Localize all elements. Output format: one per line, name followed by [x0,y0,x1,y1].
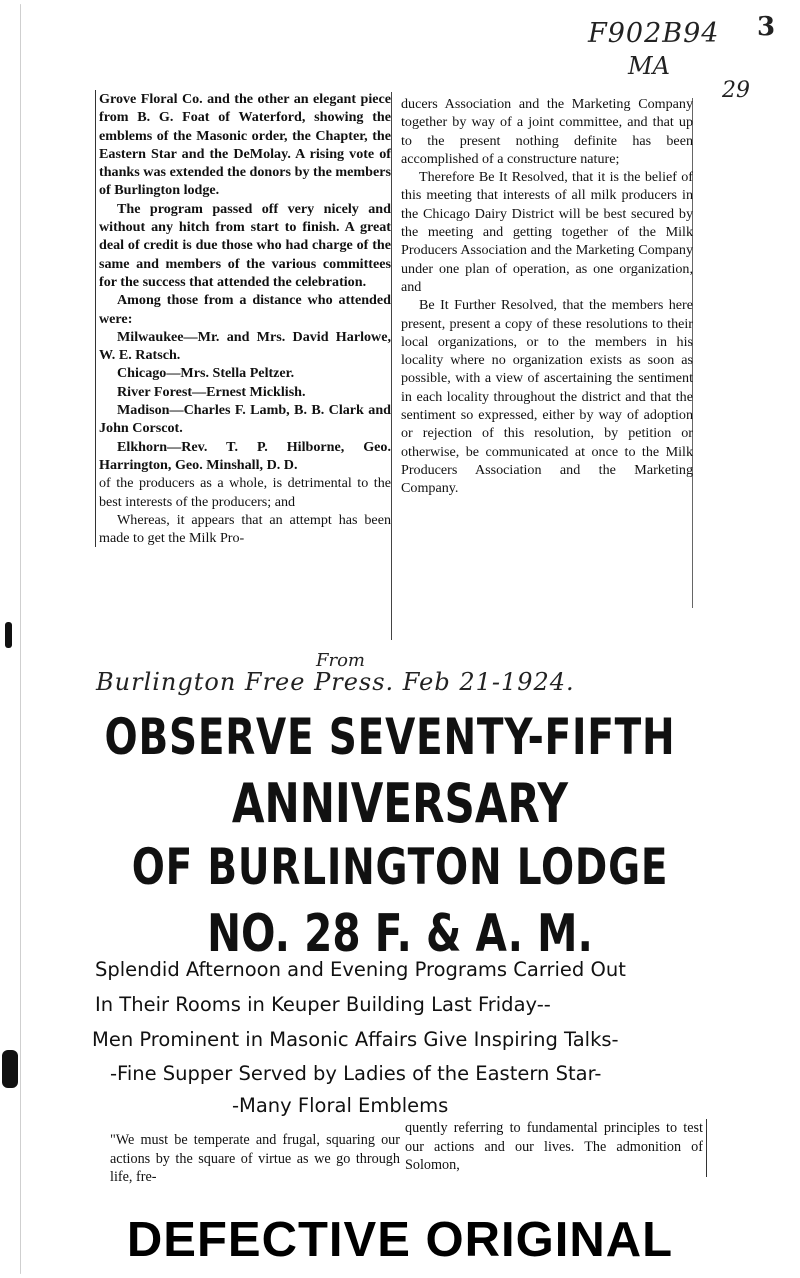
subheadline-line: In Their Rooms in Keuper Building Last Friday-- [95,993,551,1016]
paragraph: The program passed off very nicely and without any hitch from start to finish. A great deal of credit is due those who had charge of the same and members of the various committees for the success that attended the celebration. [99,200,391,290]
paragraph: ducers Association and the Marketing Company together by way of a joint committee, and that up to the present nothing definite has been accomplished of a constructure nature; [401,96,693,167]
subheadline-line: -Many Floral Emblems [232,1094,449,1117]
defective-original-stamp: DEFECTIVE ORIGINAL [126,1213,674,1267]
scan-blot [2,1050,18,1088]
paragraph: Milwaukee—Mr. and Mrs. David Harlowe, W. E. Ratsch. [99,328,391,364]
column-divider [391,92,392,640]
handwritten-source-note: Burlington Free Press. Feb 21-1924. [96,668,575,696]
paragraph: Grove Floral Co. and the other an elegant piece from B. G. Foat of Waterford, showing the emblems of the Masonic order, the Chapter, the Eastern Star and the DeMolay. A rising vote of thanks was extended the donors by the members of Burlington lodge. [99,91,391,199]
scan-edge-shadow [20,4,21,1274]
column-divider [706,1119,707,1177]
handwritten-from: From [316,650,365,671]
paragraph: Chicago—Mrs. Stella Peltzer. [117,365,295,382]
scan-blot [5,622,12,648]
subheadline-line: Men Prominent in Masonic Affairs Give Inspiring Talks- [92,1028,619,1051]
handwritten-page-number: 3 [757,12,776,42]
paragraph: Among those from a distance who attended were: [99,292,391,327]
subheadline-line: -Fine Supper Served by Ladies of the Eastern Star- [110,1062,602,1085]
subheadline-line: Splendid Afternoon and Evening Programs Carried Out [95,958,626,981]
paragraph: Therefore Be It Resolved, that it is the belief of this meeting that interests of all milk producers in the Chicago Dairy District will be best secured by the meeting and getting together of the Milk Producers Association and the Marketing Company under one plan of operation, as one organization, and [401,169,693,295]
paragraph: Whereas, it appears that an attempt has been made to get the Milk Pro- [99,511,391,547]
article-text: "We must be temperate and frugal, squaring our actions by the square of virtue as we go through life, fre- [110,1132,400,1185]
headline-line: OBSERVE SEVENTY-FIFTH [104,708,676,766]
paragraph: Elkhorn—Rev. T. P. Hilborne, Geo. Harrington, Geo. Minshall, D. D. [99,438,391,473]
paragraph: Be It Further Resolved, that the members here present, present a copy of these resolutions to their local organizations, or to the members in his locality where no organization exists as soon as possible, with a view of ascertaining the sentiment in each locality throughout the district and that the sentiment so expressed, either by way of adoption or rejection of this resolution, by petition or otherwise, be communicated at once to the Milk Producers Association and the Marketing Company. [401,297,693,497]
left-column [95,90,391,547]
headline-line: ANNIVERSARY [231,772,569,835]
article-text: quently referring to fundamental principles to test our actions and our lives. The admonition of Solomon, [405,1120,703,1173]
paragraph: of the producers as a whole, is detrimental to the best interests of the producers; and [99,475,391,510]
handwritten-catalog-id: F902B94 [588,18,720,49]
paragraph: River Forest—Ernest Micklish. [117,383,306,400]
handwritten-number: 29 [722,78,750,103]
paragraph: Madison—Charles F. Lamb, B. B. Clark and John Corscot. [99,402,391,437]
headline-line: OF BURLINGTON LODGE [131,838,669,896]
headline-line: NO. 28 F. & A. M. [207,904,593,964]
handwritten-initials: MA [628,52,670,80]
right-column [398,95,693,498]
